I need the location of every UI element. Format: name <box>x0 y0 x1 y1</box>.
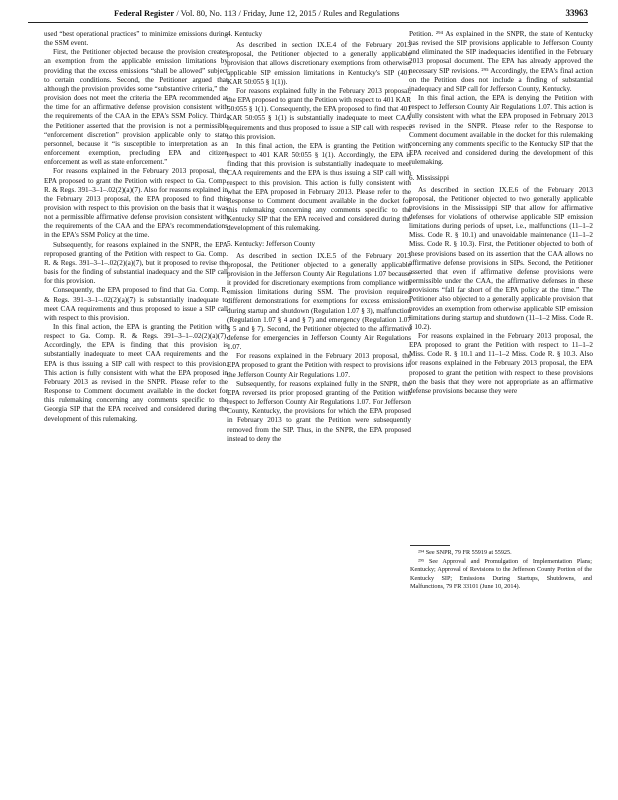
footnotes <box>410 549 592 592</box>
paragraph: For reasons explained fully in the February 2013 proposal, the EPA proposed to grant the Petition with respect to 401 KAR 50:055 § 1(1). Consequently, the EPA proposed to find that 401 KAR 50:055 § 1(1) is substantially inadequate to meet CAA requirements and thus proposed to issue a SIP call with respect to this provision. <box>227 86 411 141</box>
paragraph: As described in section IX.E.4 of the February 2013 proposal, the Petitioner objected to a generally applicable provision that allows discretionary exemptions from otherwise applicable SIP emission limitations in Kentucky's SIP (401 KAR 50:055 § 1(1)). <box>227 41 411 86</box>
issue-info: / Vol. 80, No. 113 / Friday, June 12, 2015 / Rules and Regulations <box>174 8 400 18</box>
paragraph: Consequently, the EPA proposed to find that Ga. Comp. R. & Regs. 391–3–1–.02(2)(a)(7) is substantially inadequate to meet CAA requirements and thus proposed to issue a SIP call with respect to this provision. <box>44 286 228 322</box>
paragraph: First, the Petitioner objected because the provision creates an exemption from the applicable emission limitations by providing that the excess emissions “shall be allowed” subject to certain conditions. Second, the Petitioner argued that although the provision provides some “substantive criteria,” the provision does not meet the criteria the EPA recommended at the time for an affirmative defense provision consistent with the requirements of the CAA in the EPA's SSM Policy. Third, the Petitioner asserted that the provision is not a permissible “enforcement discretion” provision applicable only to state personnel, because it “is susceptible to interpretation as an enforcement exemption, precluding EPA and citizen enforcement as well as state enforcement.” <box>44 48 228 167</box>
spacer <box>409 167 593 174</box>
paragraph: As described in section IX.E.6 of the February 2013 proposal, the Petitioner objected to two generally applicable provisions in the Mississippi SIP that allow for affirmative defenses for violations of otherwise applicable SIP emission limitations during periods of upset, i.e., malfunctions (11–1–2 Miss. Code R. § 10.1) and unavoidable maintenance (11–1–2 Miss. Code R. § 10.3). First, the Petitioner objected to both of these provisions based on its assertion that the CAA allows no affirmative defense provisions in SIPs. Second, the Petitioner asserted that even if affirmative defense provisions were permissible under the CAA, the affirmative defenses in these provisions “fall far short of the EPA policy at the time.” The Petitioner also objected to a generally applicable provision that provides an exemption from otherwise applicable SIP emission limitations during startup and shutdown (11–1–2 Miss. Code R. § 10.2). <box>409 185 593 331</box>
paragraph: In this final action, the EPA is granting the Petition with respect to Ga. Comp. R. & Regs. 391–3–1–.02(2)(a)(7). Accordingly, the EPA is finding that this provision is substantially inadequate to meet CAA requirements and the EPA is thus issuing a SIP call with respect to this provision. This action is fully consistent with what the EPA proposed in February 2013 as revised in the SNPR. Please refer to the Response to Comment document available in the docket for this rulemaking concerning any comments specific to the Georgia SIP that the EPA received and considered during the development of this rulemaking. <box>44 323 228 423</box>
paragraph: For reasons explained in the February 2013 proposal, the EPA proposed to grant the Petition with respect to Ga. Comp. R. & Regs. 391–3–1–.02(2)(a)(7). Also for reasons explained in the February 2013 proposal, the EPA proposed to find this provision with respect to this provision on the basis that it was not a permissible affirmative defense provision consistent with the requirements of the CAA and the EPA's recommendations in the EPA's SSM Policy at the time. <box>44 167 228 240</box>
page-header <box>22 8 596 22</box>
paragraph: In this final action, the EPA is denying the Petition with respect to Jefferson County Air Regulations 1.07. This action is fully consistent with what the EPA proposed in February 2013 as revised in the SNPR. Please refer to the Response to Comment document available in the docket for this rulemaking concerning any comments specific to the Kentucky SIP that the EPA received and considered during the development of this rulemaking. <box>409 94 593 167</box>
footnote: ²⁹⁴ See SNPR, 79 FR 55919 at 55925. <box>418 549 512 556</box>
column-2 <box>227 30 411 775</box>
paragraph: As described in section IX.E.5 of the February 2013 proposal, the Petitioner objected to a generally applicable provision in the Jefferson County Air Regulations 1.07 because it provided for discretionary exemptions from compliance with emission limitations during SSM. The provision required different demonstrations for exemptions for excess emissions during startup and shutdown (Regulation 1.07 § 3), malfunction (Regulation 1.07 § 4 and § 7) and emergency (Regulation 1.07 § 5 and § 7). Second, the Petitioner objected to the affirmative defense for emergencies in Jefferson County Air Regulations 1.07. <box>227 251 411 352</box>
footnote: ²⁹⁵ See Approval and Promulgation of Implementation Plans; Kentucky; Approval of Revisions to the Jefferson County Portion of the Kentucky SIP; Emissions During Startups, Shutdowns, and Malfunctions, 79 FR 33101 (June 10, 2014). <box>410 558 592 590</box>
column-1 <box>44 30 228 755</box>
paragraph: used “best operational practices” to minimize emissions during the SSM event. <box>44 30 228 48</box>
paragraph: Petition. ²⁹⁴ As explained in the SNPR, the state of Kentucky has revised the SIP provisions applicable to Jefferson County and eliminated the SIP inadequacies identified in the February 2013 proposal document. The EPA has already approved the necessary SIP revisions. ²⁹⁵ Accordingly, the EPA's final action on the Petition does not include a finding of substantial inadequacy and SIP call for Jefferson County, Kentucky. <box>409 30 593 93</box>
footnote-rule <box>410 545 450 546</box>
section-heading: 6. Mississippi <box>409 174 449 183</box>
section-heading: 5. Kentucky: Jefferson County <box>227 240 316 249</box>
column-3 <box>409 30 593 530</box>
paragraph: Subsequently, for reasons explained in the SNPR, the EPA reproposed granting of the Petition with respect to Ga. Comp. R. & Regs. 391–3–1–.02(2)(a)(7), but it proposed to revise the basis for the finding of substantial inadequacy and the SIP call for this provision. <box>44 240 228 286</box>
paragraph: In this final action, the EPA is granting the Petition with respect to 401 KAR 50:055 § 1(1). Accordingly, the EPA is finding that this provision is substantially inadequate to meet CAA requirements and the EPA is thus issuing a SIP call with respect to this provision. This action is fully consistent with what the EPA proposed in February 2013. Please refer to the Response to Comment document available in the docket for this rulemaking concerning any comments specific to the Kentucky SIP that the EPA received and considered during the development of this rulemaking. <box>227 141 411 233</box>
journal-name: Federal Register <box>114 8 175 18</box>
page-number: 33963 <box>565 8 588 18</box>
paragraph: For reasons explained in the February 2013 proposal, the EPA proposed to grant the Petition with respect to 11–1–2 Miss. Code R. § 10.1 and 11–1–2 Miss. Code R. § 10.3. Also for reasons explained in the February 2013 proposal, the EPA proposed to grant the petition with respect to these provisions on the basis that they were not appropriate as an affirmative defense provisions because they were <box>409 332 593 395</box>
spacer <box>227 233 411 240</box>
section-heading: 4. Kentucky <box>227 30 263 38</box>
header-rule <box>28 22 588 23</box>
running-head <box>114 8 399 18</box>
paragraph: Subsequently, for reasons explained fully in the SNPR, the EPA reversed its prior proposed granting of the Petition with respect to Jefferson County Air Regulations 1.07. For Jefferson County, Kentucky, the provisions for which the EPA proposed in February 2013 to grant the Petition were subsequently removed from the SIP. Thus, in the SNPR, the EPA proposed instead to deny the <box>227 379 411 443</box>
paragraph: For reasons explained in the February 2013 proposal, the EPA proposed to grant the Petition with respect to provisions in the Jefferson County Air Regulations 1.07. <box>227 352 411 379</box>
